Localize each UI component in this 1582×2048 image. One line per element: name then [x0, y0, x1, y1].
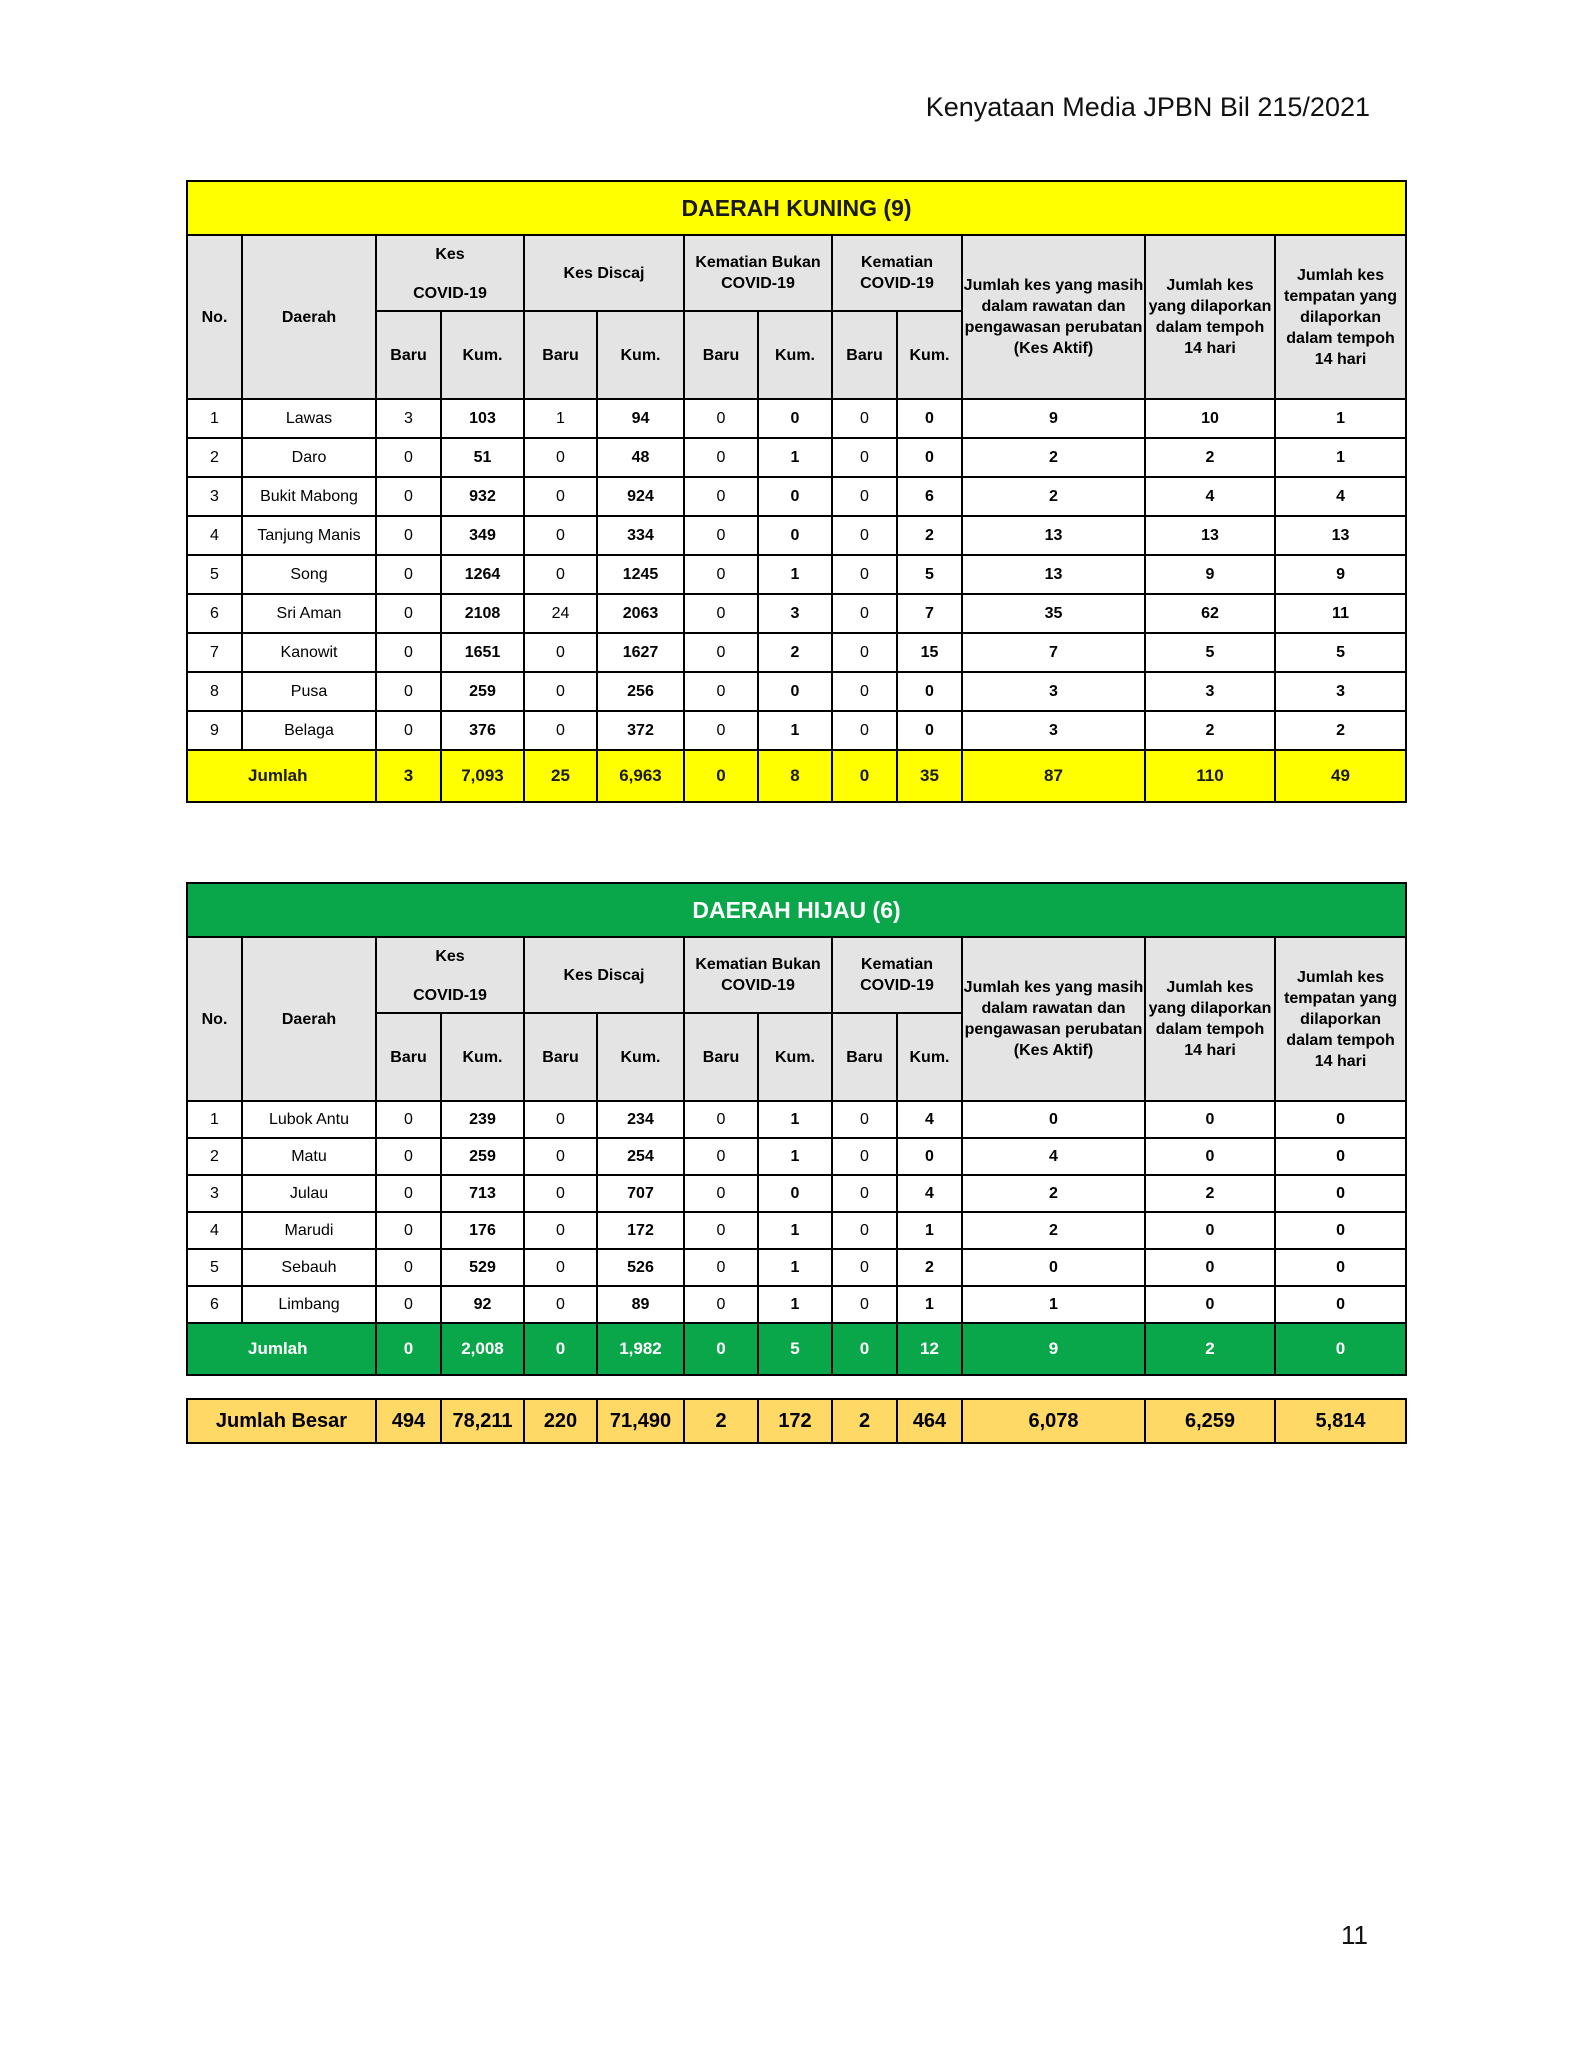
value-cell: 0	[524, 633, 597, 672]
value-cell: 0	[376, 555, 441, 594]
col-kum: Kum.	[441, 311, 524, 399]
daerah-cell: Belaga	[242, 711, 376, 750]
col-daerah: Daerah	[242, 937, 376, 1101]
table-body	[187, 1101, 1406, 1323]
value-cell: 0	[832, 399, 897, 438]
value-cell: 0	[758, 477, 832, 516]
total-cell: 0	[524, 1323, 597, 1375]
value-cell: 15	[897, 633, 962, 672]
total-cell: 1,982	[597, 1323, 684, 1375]
value-cell: 349	[441, 516, 524, 555]
grand-total-cell: 494	[376, 1399, 441, 1443]
total-cell: 2	[1145, 1323, 1275, 1375]
value-cell: 0	[684, 672, 758, 711]
table-row	[187, 1138, 1406, 1175]
total-cell: 5	[758, 1323, 832, 1375]
value-cell: 62	[1145, 594, 1275, 633]
total-cell: 3	[376, 750, 441, 802]
table-row	[187, 633, 1406, 672]
value-cell: 2	[962, 438, 1145, 477]
value-cell: 0	[376, 477, 441, 516]
value-cell: 0	[1275, 1212, 1406, 1249]
daerah-cell: Bukit Mabong	[242, 477, 376, 516]
col-kum: Kum.	[897, 311, 962, 399]
daerah-cell: Lubok Antu	[242, 1101, 376, 1138]
daerah-cell: Kanowit	[242, 633, 376, 672]
value-cell: 0	[376, 1101, 441, 1138]
value-cell: 0	[376, 1212, 441, 1249]
col-baru: Baru	[524, 311, 597, 399]
value-cell: 4	[897, 1175, 962, 1212]
value-cell: 1	[758, 1212, 832, 1249]
table-row	[187, 1249, 1406, 1286]
daerah-cell: Marudi	[242, 1212, 376, 1249]
value-cell: 13	[1275, 516, 1406, 555]
value-cell: 0	[376, 516, 441, 555]
row-number-cell: 1	[187, 1101, 242, 1138]
daerah-cell: Limbang	[242, 1286, 376, 1323]
total-cell: 0	[832, 750, 897, 802]
total-cell: 87	[962, 750, 1145, 802]
grand-total-cell: 5,814	[1275, 1399, 1406, 1443]
value-cell: 3	[1275, 672, 1406, 711]
value-cell: 0	[832, 594, 897, 633]
value-cell: 0	[524, 672, 597, 711]
value-cell: 0	[897, 672, 962, 711]
daerah-cell: Tanjung Manis	[242, 516, 376, 555]
col-kum: Kum.	[758, 1013, 832, 1101]
row-number-cell: 5	[187, 555, 242, 594]
value-cell: 0	[1275, 1101, 1406, 1138]
total-row	[187, 1323, 1406, 1375]
col-no: No.	[187, 937, 242, 1101]
value-cell: 0	[376, 594, 441, 633]
value-cell: 0	[897, 438, 962, 477]
value-cell: 1	[758, 1138, 832, 1175]
value-cell: 48	[597, 438, 684, 477]
value-cell: 0	[524, 1101, 597, 1138]
value-cell: 0	[376, 633, 441, 672]
value-cell: 0	[376, 438, 441, 477]
value-cell: 1	[758, 438, 832, 477]
value-cell: 2	[1275, 711, 1406, 750]
col-dilaporkan: Jumlah kes yang dilaporkan dalam tempoh 14 hari	[1145, 235, 1275, 399]
col-baru: Baru	[376, 1013, 441, 1101]
col-aktif: Jumlah kes yang masih dalam rawatan dan pengawasan perubatan (Kes Aktif)	[962, 235, 1145, 399]
row-number-cell: 6	[187, 1286, 242, 1323]
row-number-cell: 7	[187, 633, 242, 672]
table-row	[187, 438, 1406, 477]
value-cell: 0	[376, 1138, 441, 1175]
value-cell: 1	[962, 1286, 1145, 1323]
col-tempatan: Jumlah kes tempatan yang dilaporkan dalam tempoh 14 hari	[1275, 937, 1406, 1101]
daerah-cell: Julau	[242, 1175, 376, 1212]
row-number-cell: 1	[187, 399, 242, 438]
value-cell: 6	[897, 477, 962, 516]
daerah-cell: Matu	[242, 1138, 376, 1175]
value-cell: 1	[758, 1101, 832, 1138]
total-cell: 6,963	[597, 750, 684, 802]
value-cell: 9	[1275, 555, 1406, 594]
value-cell: 713	[441, 1175, 524, 1212]
col-baru: Baru	[832, 311, 897, 399]
daerah-cell: Lawas	[242, 399, 376, 438]
value-cell: 0	[376, 672, 441, 711]
total-cell: 0	[1275, 1323, 1406, 1375]
table-row	[187, 1101, 1406, 1138]
value-cell: 0	[524, 1286, 597, 1323]
page-number: 11	[1341, 1920, 1368, 1950]
row-number-cell: 3	[187, 477, 242, 516]
value-cell: 5	[897, 555, 962, 594]
value-cell: 2	[1145, 711, 1275, 750]
daerah-cell: Sri Aman	[242, 594, 376, 633]
value-cell: 89	[597, 1286, 684, 1323]
table-row	[187, 1212, 1406, 1249]
col-tempatan: Jumlah kes tempatan yang dilaporkan dalam tempoh 14 hari	[1275, 235, 1406, 399]
table-title: DAERAH KUNING (9)	[187, 181, 1406, 235]
value-cell: 0	[684, 1249, 758, 1286]
value-cell: 0	[684, 555, 758, 594]
value-cell: 0	[524, 711, 597, 750]
grand-total-cell: 71,490	[597, 1399, 684, 1443]
value-cell: 13	[1145, 516, 1275, 555]
value-cell: 1245	[597, 555, 684, 594]
value-cell: 3	[376, 399, 441, 438]
total-cell: 0	[684, 1323, 758, 1375]
value-cell: 0	[962, 1249, 1145, 1286]
value-cell: 334	[597, 516, 684, 555]
grand-total-cell: 2	[684, 1399, 758, 1443]
table-row	[187, 1175, 1406, 1212]
value-cell: 24	[524, 594, 597, 633]
total-cell: 12	[897, 1323, 962, 1375]
table-row	[187, 399, 1406, 438]
row-number-cell: 2	[187, 1138, 242, 1175]
daerah-cell: Pusa	[242, 672, 376, 711]
value-cell: 5	[1275, 633, 1406, 672]
col-baru: Baru	[684, 1013, 758, 1101]
table-row	[187, 477, 1406, 516]
value-cell: 0	[832, 711, 897, 750]
col-kum: Kum.	[758, 311, 832, 399]
col-kematian: Kematian COVID-19	[832, 235, 962, 311]
value-cell: 7	[962, 633, 1145, 672]
row-number-cell: 8	[187, 672, 242, 711]
value-cell: 1	[1275, 438, 1406, 477]
value-cell: 13	[962, 555, 1145, 594]
table-row	[187, 555, 1406, 594]
col-kes-bottom: COVID-19	[413, 285, 487, 302]
value-cell: 1627	[597, 633, 684, 672]
col-daerah: Daerah	[242, 235, 376, 399]
col-kum: Kum.	[897, 1013, 962, 1101]
value-cell: 707	[597, 1175, 684, 1212]
total-cell: 7,093	[441, 750, 524, 802]
value-cell: 0	[832, 1286, 897, 1323]
table-row	[187, 594, 1406, 633]
value-cell: 9	[962, 399, 1145, 438]
value-cell: 1	[758, 1249, 832, 1286]
grand-total-cell: 464	[897, 1399, 962, 1443]
value-cell: 92	[441, 1286, 524, 1323]
value-cell: 2	[897, 516, 962, 555]
col-baru: Baru	[832, 1013, 897, 1101]
value-cell: 0	[832, 516, 897, 555]
row-number-cell: 5	[187, 1249, 242, 1286]
total-cell: 0	[376, 1323, 441, 1375]
grand-total-cell: 2	[832, 1399, 897, 1443]
value-cell: 3	[962, 711, 1145, 750]
value-cell: 0	[832, 438, 897, 477]
value-cell: 2	[1145, 1175, 1275, 1212]
table-row	[187, 711, 1406, 750]
value-cell: 0	[376, 1175, 441, 1212]
grand-total-cell: 172	[758, 1399, 832, 1443]
row-number-cell: 9	[187, 711, 242, 750]
row-number-cell: 2	[187, 438, 242, 477]
value-cell: 0	[832, 1249, 897, 1286]
value-cell: 0	[832, 1175, 897, 1212]
value-cell: 0	[1275, 1249, 1406, 1286]
value-cell: 11	[1275, 594, 1406, 633]
col-aktif: Jumlah kes yang masih dalam rawatan dan pengawasan perubatan (Kes Aktif)	[962, 937, 1145, 1101]
value-cell: 0	[524, 1212, 597, 1249]
value-cell: 0	[1145, 1138, 1275, 1175]
col-kum: Kum.	[597, 311, 684, 399]
grand-total-cell: 220	[524, 1399, 597, 1443]
col-baru: Baru	[524, 1013, 597, 1101]
daerah-kuning-table	[186, 180, 1407, 803]
grand-total-row	[187, 1399, 1406, 1443]
daerah-cell: Daro	[242, 438, 376, 477]
col-kes-covid	[376, 235, 524, 311]
value-cell: 0	[1275, 1286, 1406, 1323]
value-cell: 0	[897, 711, 962, 750]
table-row	[187, 672, 1406, 711]
grand-total-label: Jumlah Besar	[187, 1399, 376, 1443]
col-kes-top: Kes	[435, 948, 465, 965]
value-cell: 3	[758, 594, 832, 633]
value-cell: 0	[684, 399, 758, 438]
value-cell: 172	[597, 1212, 684, 1249]
value-cell: 0	[684, 516, 758, 555]
value-cell: 259	[441, 1138, 524, 1175]
value-cell: 0	[684, 1101, 758, 1138]
value-cell: 234	[597, 1101, 684, 1138]
row-number-cell: 4	[187, 1212, 242, 1249]
col-kum: Kum.	[441, 1013, 524, 1101]
total-cell: 25	[524, 750, 597, 802]
value-cell: 0	[758, 672, 832, 711]
col-kum: Kum.	[597, 1013, 684, 1101]
value-cell: 0	[897, 399, 962, 438]
value-cell: 1	[758, 555, 832, 594]
value-cell: 4	[897, 1101, 962, 1138]
value-cell: 0	[684, 1138, 758, 1175]
value-cell: 0	[684, 1175, 758, 1212]
value-cell: 0	[684, 1212, 758, 1249]
value-cell: 529	[441, 1249, 524, 1286]
value-cell: 1264	[441, 555, 524, 594]
value-cell: 1651	[441, 633, 524, 672]
value-cell: 1	[897, 1286, 962, 1323]
value-cell: 7	[897, 594, 962, 633]
value-cell: 0	[758, 1175, 832, 1212]
row-number-cell: 6	[187, 594, 242, 633]
table-row	[187, 1286, 1406, 1323]
value-cell: 0	[832, 477, 897, 516]
value-cell: 9	[1145, 555, 1275, 594]
value-cell: 0	[832, 1101, 897, 1138]
value-cell: 2	[1145, 438, 1275, 477]
value-cell: 376	[441, 711, 524, 750]
value-cell: 0	[684, 594, 758, 633]
value-cell: 3	[1145, 672, 1275, 711]
grand-total-cell: 6,259	[1145, 1399, 1275, 1443]
value-cell: 0	[962, 1101, 1145, 1138]
value-cell: 259	[441, 672, 524, 711]
value-cell: 1	[758, 1286, 832, 1323]
value-cell: 254	[597, 1138, 684, 1175]
col-no: No.	[187, 235, 242, 399]
value-cell: 0	[832, 633, 897, 672]
value-cell: 0	[897, 1138, 962, 1175]
value-cell: 176	[441, 1212, 524, 1249]
value-cell: 2	[962, 1175, 1145, 1212]
value-cell: 0	[1275, 1175, 1406, 1212]
value-cell: 1	[897, 1212, 962, 1249]
total-cell: 0	[684, 750, 758, 802]
value-cell: 0	[524, 1138, 597, 1175]
table-body	[187, 399, 1406, 750]
value-cell: 13	[962, 516, 1145, 555]
value-cell: 0	[524, 516, 597, 555]
total-cell: 9	[962, 1323, 1145, 1375]
value-cell: 0	[832, 555, 897, 594]
col-discaj: Kes Discaj	[524, 235, 684, 311]
value-cell: 51	[441, 438, 524, 477]
value-cell: 239	[441, 1101, 524, 1138]
value-cell: 0	[832, 1212, 897, 1249]
value-cell: 0	[758, 399, 832, 438]
value-cell: 0	[376, 1249, 441, 1286]
total-cell: 2,008	[441, 1323, 524, 1375]
table-title: DAERAH HIJAU (6)	[187, 883, 1406, 937]
daerah-cell: Sebauh	[242, 1249, 376, 1286]
col-kematian-bukan: Kematian Bukan COVID-19	[684, 235, 832, 311]
daerah-hijau-table	[186, 882, 1407, 1376]
value-cell: 0	[684, 711, 758, 750]
value-cell: 0	[376, 1286, 441, 1323]
total-cell: 110	[1145, 750, 1275, 802]
col-discaj: Kes Discaj	[524, 937, 684, 1013]
total-label: Jumlah	[187, 1323, 376, 1375]
value-cell: 256	[597, 672, 684, 711]
value-cell: 103	[441, 399, 524, 438]
value-cell: 0	[524, 1175, 597, 1212]
total-label: Jumlah	[187, 750, 376, 802]
value-cell: 0	[684, 1286, 758, 1323]
col-dilaporkan: Jumlah kes yang dilaporkan dalam tempoh 14 hari	[1145, 937, 1275, 1101]
value-cell: 924	[597, 477, 684, 516]
value-cell: 0	[524, 477, 597, 516]
value-cell: 526	[597, 1249, 684, 1286]
value-cell: 2063	[597, 594, 684, 633]
col-baru: Baru	[376, 311, 441, 399]
row-number-cell: 4	[187, 516, 242, 555]
row-number-cell: 3	[187, 1175, 242, 1212]
total-cell: 0	[832, 1323, 897, 1375]
document-header: Kenyataan Media JPBN Bil 215/2021	[925, 92, 1370, 122]
value-cell: 0	[524, 555, 597, 594]
total-row	[187, 750, 1406, 802]
value-cell: 0	[1145, 1249, 1275, 1286]
value-cell: 2	[897, 1249, 962, 1286]
value-cell: 0	[684, 438, 758, 477]
total-cell: 8	[758, 750, 832, 802]
value-cell: 932	[441, 477, 524, 516]
value-cell: 0	[524, 1249, 597, 1286]
grand-total-cell: 6,078	[962, 1399, 1145, 1443]
value-cell: 0	[1145, 1101, 1275, 1138]
value-cell: 0	[684, 477, 758, 516]
col-kes-covid	[376, 937, 524, 1013]
total-cell: 35	[897, 750, 962, 802]
grand-total-table	[186, 1398, 1407, 1444]
value-cell: 0	[832, 672, 897, 711]
value-cell: 0	[832, 1138, 897, 1175]
value-cell: 0	[684, 633, 758, 672]
value-cell: 94	[597, 399, 684, 438]
value-cell: 0	[524, 438, 597, 477]
value-cell: 2108	[441, 594, 524, 633]
grand-total-cell: 78,211	[441, 1399, 524, 1443]
daerah-cell: Song	[242, 555, 376, 594]
value-cell: 4	[1145, 477, 1275, 516]
col-kematian-bukan: Kematian Bukan COVID-19	[684, 937, 832, 1013]
value-cell: 2	[962, 1212, 1145, 1249]
total-cell: 49	[1275, 750, 1406, 802]
value-cell: 0	[1145, 1286, 1275, 1323]
col-kes-top: Kes	[435, 246, 465, 263]
value-cell: 2	[962, 477, 1145, 516]
col-kematian: Kematian COVID-19	[832, 937, 962, 1013]
value-cell: 0	[1145, 1212, 1275, 1249]
value-cell: 4	[962, 1138, 1145, 1175]
value-cell: 372	[597, 711, 684, 750]
value-cell: 0	[1275, 1138, 1406, 1175]
value-cell: 1	[758, 711, 832, 750]
value-cell: 2	[758, 633, 832, 672]
col-kes-bottom: COVID-19	[413, 987, 487, 1004]
value-cell: 10	[1145, 399, 1275, 438]
table-row	[187, 516, 1406, 555]
value-cell: 0	[376, 711, 441, 750]
value-cell: 4	[1275, 477, 1406, 516]
value-cell: 0	[758, 516, 832, 555]
value-cell: 35	[962, 594, 1145, 633]
col-baru: Baru	[684, 311, 758, 399]
value-cell: 3	[962, 672, 1145, 711]
value-cell: 1	[1275, 399, 1406, 438]
value-cell: 5	[1145, 633, 1275, 672]
value-cell: 1	[524, 399, 597, 438]
